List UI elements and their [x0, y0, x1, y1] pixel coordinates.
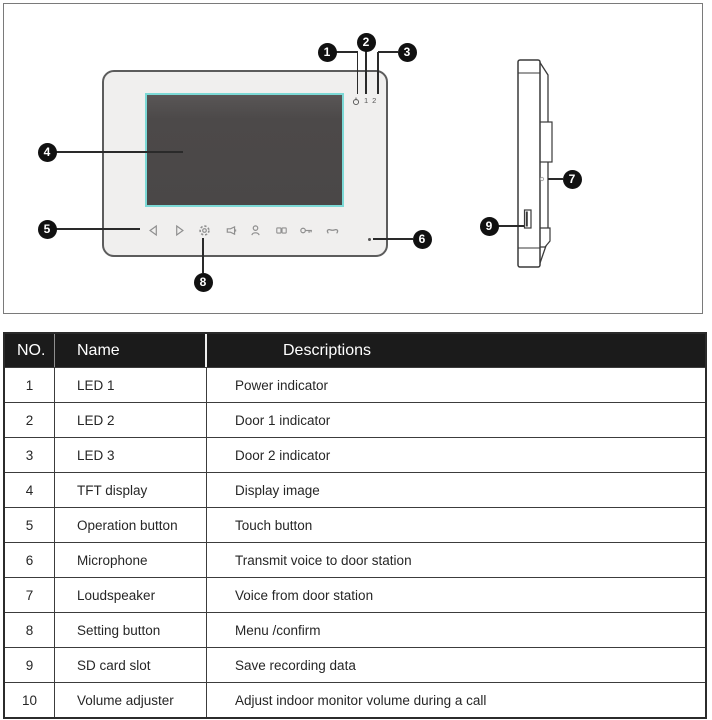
previous-arrow-icon	[146, 223, 161, 238]
next-arrow-icon	[172, 223, 187, 238]
callout-8: 8	[194, 273, 213, 292]
cell-no: 3	[5, 438, 55, 472]
callout-7: 7	[563, 170, 582, 189]
callout-5-line	[56, 228, 140, 229]
cell-description: Menu /confirm	[235, 622, 321, 638]
power-icon	[352, 97, 360, 106]
callout-4: 4	[38, 143, 57, 162]
cell-description: Door 2 indicator	[235, 447, 331, 463]
callout-3-line	[378, 51, 398, 52]
tft-display	[145, 93, 344, 207]
cell-description: Transmit voice to door station	[235, 552, 412, 568]
cell-description: Touch button	[235, 517, 313, 533]
callout-1-line	[336, 51, 358, 52]
cell-name: Volume adjuster	[55, 683, 207, 717]
cell-description: Display image	[235, 482, 320, 498]
header-descriptions: Descriptions	[283, 341, 372, 359]
cell-no: 1	[5, 368, 55, 402]
table-row	[5, 367, 705, 402]
cell-no: 4	[5, 473, 55, 507]
cell-no: 5	[5, 508, 55, 542]
hang-up-phone-icon	[325, 223, 340, 238]
cell-no: 10	[5, 683, 55, 717]
cell-description: Power indicator	[235, 377, 329, 393]
header-no: NO.	[5, 334, 55, 367]
table-header-row	[5, 334, 705, 367]
callout-4-line	[56, 151, 183, 152]
table-row	[5, 612, 705, 647]
cell-name: LED 3	[55, 438, 207, 472]
callout-9-line	[498, 225, 524, 226]
cell-name: Operation button	[55, 508, 207, 542]
callout-6-line	[373, 238, 413, 239]
intercom-icon	[274, 223, 289, 238]
cell-name: LED 2	[55, 403, 207, 437]
table-row	[5, 507, 705, 542]
table-row	[5, 577, 705, 612]
cell-no: 9	[5, 648, 55, 682]
table-row	[5, 402, 705, 437]
cell-description: Voice from door station	[235, 587, 374, 603]
callout-1-line	[357, 52, 358, 94]
cell-description: Door 1 indicator	[235, 412, 331, 428]
cell-no: 6	[5, 543, 55, 577]
unlock-key-icon	[299, 223, 314, 238]
cell-name: LED 1	[55, 368, 207, 402]
cell-name: SD card slot	[55, 648, 207, 682]
touch-button-row	[146, 223, 340, 238]
cell-no: 7	[5, 578, 55, 612]
led-indicator-row	[352, 95, 376, 107]
microphone-hole	[368, 238, 371, 241]
attendant-person-icon	[248, 223, 263, 238]
callout-3: 3	[398, 43, 417, 62]
cell-no: 8	[5, 613, 55, 647]
led2-label: 2	[372, 96, 377, 106]
cell-name: Microphone	[55, 543, 207, 577]
speaker-icon	[223, 223, 238, 238]
monitor-side-view	[505, 50, 590, 280]
callout-1: 1	[318, 43, 337, 62]
callout-5: 5	[38, 220, 57, 239]
table-row	[5, 472, 705, 507]
cell-name: TFT display	[55, 473, 207, 507]
led1-label: 1	[364, 96, 369, 106]
table-row	[5, 647, 705, 682]
callout-2: 2	[357, 33, 376, 52]
cell-description: Save recording data	[235, 657, 356, 673]
callout-3-line	[377, 52, 378, 94]
callout-9: 9	[480, 217, 499, 236]
side-mount-tab-upper	[539, 122, 552, 162]
cell-name: Setting button	[55, 613, 207, 647]
callout-6: 6	[413, 230, 432, 249]
settings-gear-icon	[197, 223, 212, 238]
callout-8-line	[202, 238, 203, 273]
callout-7-line	[548, 178, 563, 179]
table-row	[5, 437, 705, 472]
cell-no: 2	[5, 403, 55, 437]
cell-name: Loudspeaker	[55, 578, 207, 612]
cell-description: Adjust indoor monitor volume during a call	[235, 692, 487, 708]
table-row	[5, 682, 705, 717]
table-body	[5, 367, 705, 717]
table-row	[5, 542, 705, 577]
callout-2-line	[365, 50, 366, 94]
side-front-slab	[518, 60, 540, 267]
parts-table	[3, 332, 707, 719]
header-name: Name	[55, 334, 207, 367]
